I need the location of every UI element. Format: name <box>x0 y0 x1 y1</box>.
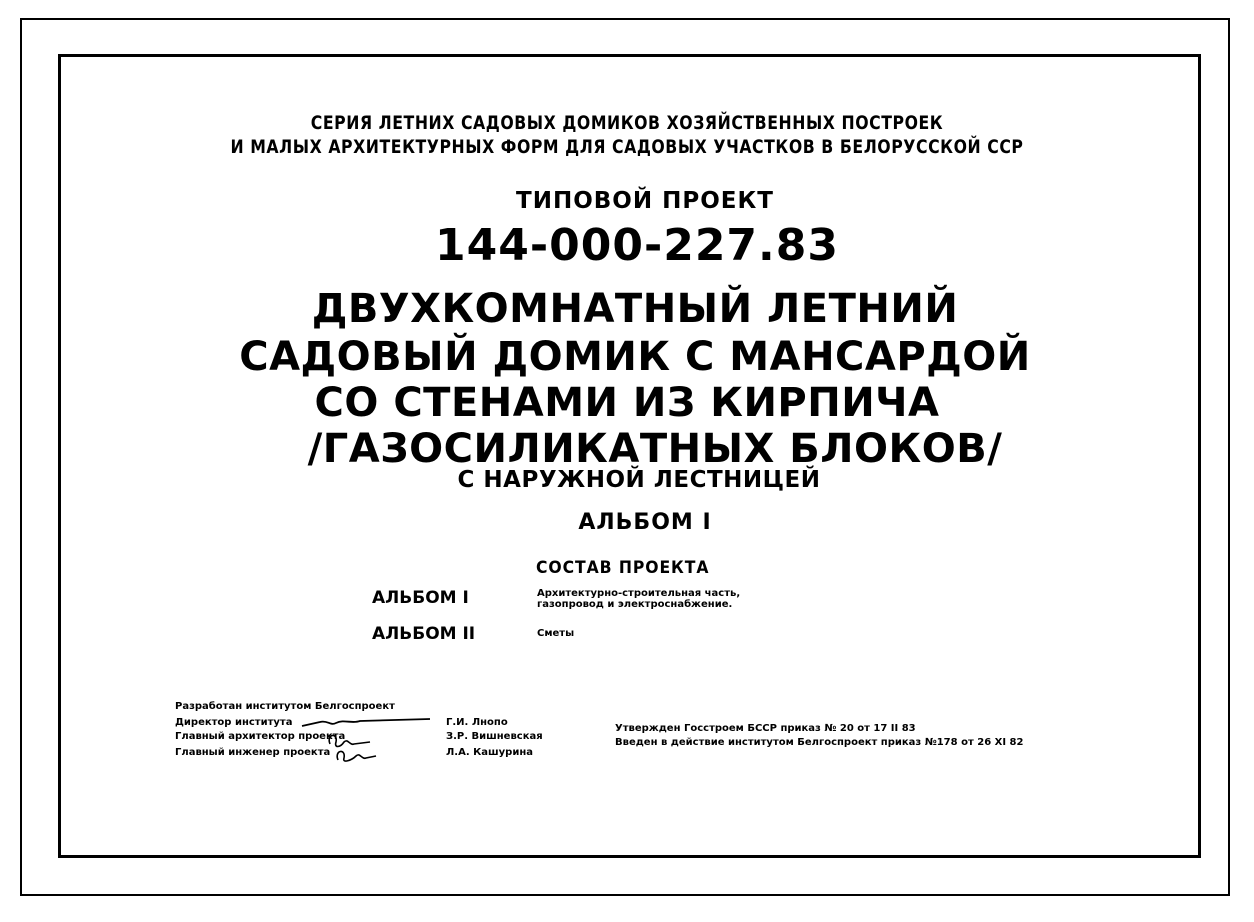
credit-role-1: Директор института <box>175 717 293 728</box>
composition-album-1: АЛЬБОМ I <box>372 588 469 608</box>
title-line-4: /ГАЗОСИЛИКАТНЫХ БЛОКОВ/ <box>307 426 1003 472</box>
composition-album-1-desc-1: Архитектурно-строительная часть, <box>537 588 741 599</box>
credit-name-1: Г.И. Лнопо <box>446 717 508 728</box>
composition-album-2-desc: Сметы <box>537 628 575 639</box>
composition-album-1-desc <box>537 588 740 610</box>
composition-album-2: АЛЬБОМ II <box>372 624 476 644</box>
director-signature <box>302 719 430 726</box>
series-line-2: И МАЛЫХ АРХИТЕКТУРНЫХ ФОРМ ДЛЯ САДОВЫХ УЧАСТКОВ В БЕЛОРУССКОЙ ССР <box>230 136 1024 158</box>
architect-signature <box>329 735 370 746</box>
project-label: ТИПОВОЙ ПРОЕКТ <box>516 188 774 214</box>
signatures <box>300 716 440 766</box>
credit-role-3: Главный инженер проекта <box>175 747 331 758</box>
composition-heading: СОСТАВ ПРОЕКТА <box>536 558 710 578</box>
title-line-5: С НАРУЖНОЙ ЛЕСТНИЦЕЙ <box>457 467 821 493</box>
credit-role-2: Главный архитектор проекта <box>175 731 346 742</box>
engineer-signature <box>337 751 376 761</box>
title-line-2: САДОВЫЙ ДОМИК С МАНСАРДОЙ <box>239 334 1031 380</box>
approval-line-1: Утвержден Госстроем БССР приказ № 20 от 17 II 83 <box>615 723 916 734</box>
credit-name-2: З.Р. Вишневская <box>446 731 543 742</box>
project-number: 144-000-227.83 <box>434 220 839 271</box>
album-label: АЛЬБОМ I <box>578 510 712 535</box>
developed-by: Разработан институтом Белгоспроект <box>175 701 395 712</box>
credit-name-3: Л.А. Кашурина <box>446 747 534 758</box>
title-line-3: СО СТЕНАМИ ИЗ КИРПИЧА <box>314 380 940 426</box>
title-line-1: ДВУХКОМНАТНЫЙ ЛЕТНИЙ <box>311 286 959 332</box>
approval-line-2: Введен в действие институтом Белгоспроект приказ №178 от 26 XI 82 <box>615 737 1024 748</box>
composition-album-1-desc-2: газопровод и электроснабжение. <box>537 599 733 610</box>
series-line-1: СЕРИЯ ЛЕТНИХ САДОВЫХ ДОМИКОВ ХОЗЯЙСТВЕННЫХ ПОСТРОЕК <box>310 112 944 134</box>
